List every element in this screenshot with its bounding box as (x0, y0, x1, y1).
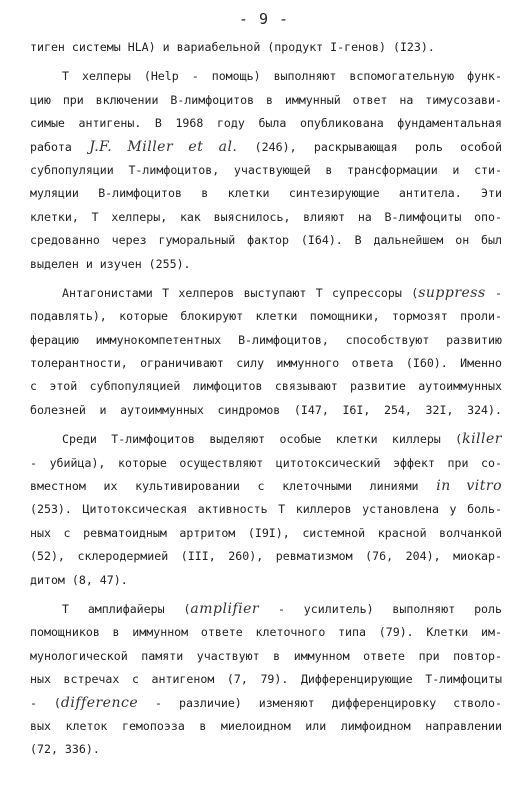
handwritten-term: suppress (418, 284, 486, 301)
handwritten-term: J.F. Miller et al. (89, 138, 238, 155)
text-line: тиген системы HLA) и вариабельной (продукт I-генов) (I23). (30, 40, 435, 54)
handwritten-term: amplifier (190, 600, 260, 617)
page-number: - 9 - (238, 10, 290, 28)
handwritten-term: killer (462, 431, 502, 448)
line-text: - усилитель) выполняют роль (259, 601, 502, 616)
text-line: ных с ревматоидным артритом (I9I), системной красной волчанкой (30, 525, 502, 540)
text-line: средованно через гуморальный фактор (I64). В дальнейшем он был (30, 233, 502, 248)
line-text: Среди Т-лимфоцитов выделяют особые клетки киллеры ( (62, 432, 463, 447)
text-line (30, 282, 502, 305)
text-line: (52), склеродермией (III, 260), ревматизмом (76, 204), миокар- (30, 549, 502, 564)
text-line: помощников в иммунном ответе клеточного типа (79). Клетки им- (30, 625, 502, 640)
text-line: (72, 336). (30, 742, 100, 757)
line-text: (246), раскрывающая роль особой (237, 139, 502, 154)
text-line: - убийца), которые осуществляют цитотоксический эффект при со- (30, 455, 502, 470)
line-text: Антагонистами Т хелперов выступают Т супрессоры ( (62, 285, 419, 300)
text-line: дитом (8, 47). (30, 572, 128, 587)
text-line: цию при включении В-лимфоцитов в иммунный ответ на тимусозави- (30, 92, 502, 107)
text-line: ферацию иммунокомпетентных В-лимфоцитов, способствуют развитию (30, 332, 502, 347)
handwritten-term: in vitro (436, 478, 502, 495)
text-line: толерантности, ограничивают силу иммунного ответа (I60). Именно (30, 356, 502, 371)
text-line: муляции В-лимфоцитов в клетки синтезирующие антитела. Эти (30, 186, 502, 201)
line-text: Т амплифайеры ( (62, 601, 191, 616)
text-line: вых клеток гемопоэза в миелоидном или лимфоидном направлении (30, 718, 502, 733)
text-line: ных встречах с антигеном (7, 79). Дифференцирующие Т-лимфоциты (30, 672, 502, 687)
text-line: с этой субпопуляцией лимфоцитов связывают развитие аутоиммунных (30, 379, 502, 394)
text-line: подавлять), которые блокируют клетки помощники, тормозят проли- (30, 309, 502, 324)
text-line (30, 136, 502, 159)
text-line (30, 598, 502, 621)
text-line: болезней и аутоиммунных синдромов (I47, I6I, 254, 32I, 324). (30, 402, 502, 417)
text-line (30, 428, 502, 451)
text-line: Т хелперы (Help - помощь) выполняют вспомогательную функ- (62, 69, 502, 84)
text-line (30, 692, 502, 715)
text-line: выделен и изучен (255). (30, 256, 191, 271)
line-text: - (485, 285, 502, 300)
text-line (30, 475, 502, 498)
line-text: работа (30, 139, 90, 154)
text-body (30, 36, 502, 762)
text-line: субпопуляции Т-лимфоцитов, участвующей в трансформации и сти- (30, 162, 502, 177)
text-line: мунологической памяти участвуют в иммунном ответе при повтор- (30, 648, 502, 663)
line-text: вместном их культивировании с клеточными линиями (30, 479, 437, 494)
text-line: клетки, Т хелперы, как выяснилось, влияют на В-лимфоциты опо- (30, 209, 502, 224)
text-line: (253). Цитотоксическая активность Т киллеров установлена у боль- (30, 502, 502, 517)
line-text: - различие) изменяют дифференцировку стволо- (138, 695, 502, 710)
line-text: - ( (30, 695, 61, 710)
text-line: симые антигены. В 1968 году была опубликована фундаментальная (30, 116, 502, 131)
handwritten-term: difference (60, 694, 139, 711)
